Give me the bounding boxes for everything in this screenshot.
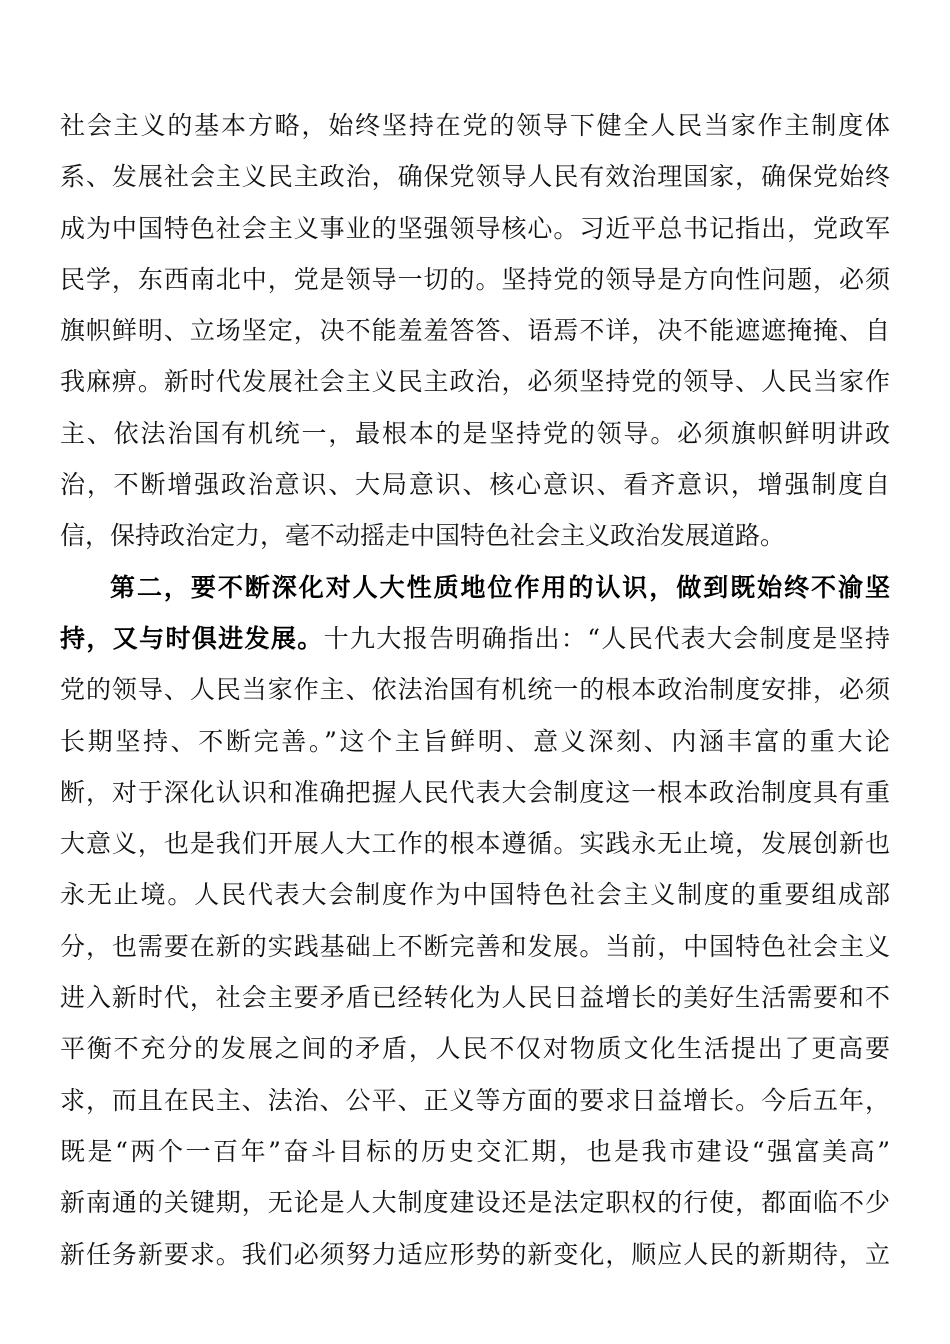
text-line: 社会主义的基本方略，始终坚持在党的领导下健全人民当家作主制度体: [60, 111, 890, 140]
text-line: [60, 1280, 890, 1331]
text-line: 大意义，也是我们开展人大工作的根本遵循。实践永无止境，发展创新也: [60, 829, 890, 859]
text-line: 系、发展社会主义民主政治，确保党领导人民有效治理国家，确保党始终: [60, 162, 890, 192]
section-heading-end: 持，又与时俱进发展。: [60, 623, 324, 653]
text-line: 主、依法治国有机统一，最根本的是坚持党的领导。必须旗帜鲜明讲政: [60, 418, 890, 448]
text-line: 平衡不充分的发展之间的矛盾，人民不仅对物质文化生活提出了更高要: [60, 1034, 890, 1064]
text-line: 既是“两个一百年”奋斗目标的历史交汇期，也是我市建设“强富美高”: [60, 1136, 890, 1166]
text-line: 旗帜鲜明、立场坚定，决不能羞羞答答、语焉不详，决不能遮遮掩掩、自: [60, 316, 890, 346]
body-text: [60, 100, 890, 1331]
text-line: 治，不断增强政治意识、大局意识、核心意识、看齐意识，增强制度自: [60, 470, 890, 500]
text-line: 新任务新要求。我们必须努力适应形势的新变化，顺应人民的新期待，立: [60, 1239, 890, 1269]
text-line: 断，对于深化认识和准确把握人民代表大会制度这一根本政治制度具有重: [60, 777, 890, 807]
text-line-mixed: [60, 613, 890, 664]
text-segment: 十九大报告明确指出：“人民代表大会制度是坚持: [323, 623, 890, 653]
section-heading-line: 第二，要不断深化对人大性质地位作用的认识，做到既始终不渝坚: [110, 572, 890, 602]
text-line: 永无止境。人民代表大会制度作为中国特色社会主义制度的重要组成部: [60, 880, 890, 910]
text-line: 民学，东西南北中，党是领导一切的。坚持党的领导是方向性问题，必须: [60, 264, 890, 294]
text-line: 我麻痹。新时代发展社会主义民主政治，必须坚持党的领导、人民当家作: [60, 367, 890, 397]
text-line: 求，而且在民主、法治、公平、正义等方面的要求日益增长。今后五年，: [60, 1085, 890, 1115]
text-line: 党的领导、人民当家作主、依法治国有机统一的根本政治制度安排，必须: [60, 675, 890, 705]
text-line: 进入新时代，社会主要矛盾已经转化为人民日益增长的美好生活需要和不: [60, 983, 890, 1013]
text-line: 分，也需要在新的实践基础上不断完善和发展。当前，中国特色社会主义: [60, 931, 890, 961]
text-line: 长期坚持、不断完善。”这个主旨鲜明、意义深刻、内涵丰富的重大论: [60, 726, 890, 756]
text-line: 成为中国特色社会主义事业的坚强领导核心。习近平总书记指出，党政军: [60, 213, 890, 243]
text-line: 新南通的关键期，无论是人大制度建设还是法定职权的行使，都面临不少: [60, 1188, 890, 1218]
text-line: 信，保持政治定力，毫不动摇走中国特色社会主义政治发展道路。: [60, 521, 786, 551]
